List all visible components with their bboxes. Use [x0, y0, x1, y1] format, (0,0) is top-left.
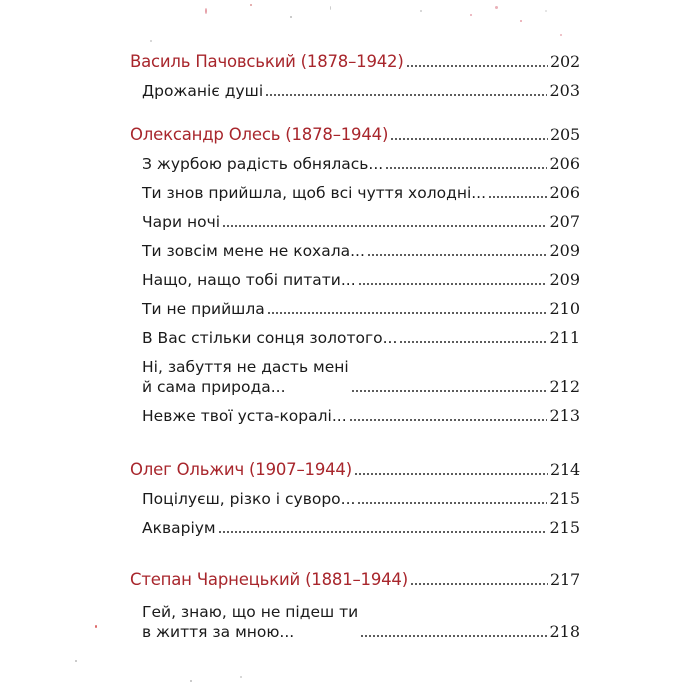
poem-title [142, 602, 358, 642]
toc-section [130, 460, 580, 538]
poem-title: В Вас стільки сонця золотого... [142, 329, 398, 347]
paper-speck [190, 680, 192, 682]
toc-author-entry[interactable] [130, 52, 580, 72]
page-number: 212 [549, 377, 580, 396]
page-number: 207 [549, 212, 580, 231]
page-number: 209 [549, 241, 580, 260]
dot-leader [351, 387, 548, 393]
dot-leader [222, 222, 547, 228]
page-number: 210 [549, 299, 580, 318]
page-number: 215 [549, 518, 580, 537]
page-number: 205 [550, 125, 580, 144]
poem-title-line: Гей, знаю, що не підеш ти [142, 603, 359, 621]
dot-leader [488, 193, 547, 199]
toc-poem-entry[interactable] [130, 183, 580, 203]
toc-poem-entry[interactable] [130, 270, 580, 290]
page-number: 206 [549, 154, 580, 173]
poem-title: Невже твої уста-коралі... [142, 407, 347, 425]
dot-leader [367, 251, 548, 257]
paper-speck [330, 6, 331, 10]
poem-title: Поцілуєш, різко і суворо... [142, 490, 356, 508]
toc-poem-entry[interactable] [130, 154, 580, 174]
page-number: 209 [549, 270, 580, 289]
dot-leader [265, 91, 547, 97]
paper-speck [495, 6, 498, 9]
toc-author-entry[interactable] [130, 570, 580, 590]
paper-speck [95, 625, 97, 628]
author-name: Степан Чарнецький (1881–1944) [130, 570, 408, 589]
dot-leader [399, 338, 547, 344]
toc-poem-entry[interactable] [130, 241, 580, 261]
toc-poem-entry[interactable] [130, 212, 580, 232]
poem-title [142, 357, 349, 397]
paper-speck [240, 676, 242, 678]
paper-speck [205, 8, 207, 14]
page-number: 218 [549, 622, 580, 641]
toc-poem-entry[interactable] [130, 602, 580, 642]
dot-leader [390, 135, 548, 141]
toc-section [130, 125, 580, 426]
poem-title: Чари ночі [142, 213, 221, 231]
paper-speck [560, 34, 562, 36]
toc-section [130, 52, 580, 101]
poem-title: Ти зовсім мене не кохала... [142, 242, 365, 260]
page-number: 206 [549, 183, 580, 202]
toc-poem-entry[interactable] [130, 357, 580, 397]
author-name: Василь Пачовський (1878–1942) [130, 52, 404, 71]
dot-leader [218, 528, 548, 534]
poem-title: Дрожаніє душі [142, 82, 264, 100]
paper-speck [470, 14, 472, 16]
poem-title-line: Ні, забуття не дасть мені [142, 358, 349, 376]
dot-leader [360, 632, 547, 638]
poem-title: Ти знов прийшла, щоб всі чуття холодні... [142, 184, 487, 202]
author-name: Олександр Олесь (1878–1944) [130, 125, 389, 144]
paper-speck [250, 4, 252, 6]
dot-leader [357, 499, 547, 505]
dot-leader [267, 309, 548, 315]
poem-title-line: в життя за мною... [142, 623, 295, 641]
page-number: 211 [549, 328, 580, 347]
page-number: 214 [550, 460, 580, 479]
toc-poem-entry[interactable] [130, 328, 580, 348]
toc-section [130, 570, 580, 642]
page-number: 203 [549, 81, 580, 100]
toc-author-entry[interactable] [130, 125, 580, 145]
table-of-contents [130, 52, 580, 660]
page-number: 215 [549, 489, 580, 508]
dot-leader [358, 280, 548, 286]
page-number: 202 [550, 52, 580, 71]
toc-author-entry[interactable] [130, 460, 580, 480]
paper-speck [290, 16, 292, 18]
dot-leader [354, 470, 548, 476]
toc-poem-entry[interactable] [130, 81, 580, 101]
paper-speck [150, 40, 152, 42]
poem-title: Ти не прийшла [142, 300, 265, 318]
poem-title-line: й сама природа... [142, 378, 286, 396]
dot-leader [410, 580, 548, 586]
page-number: 217 [550, 570, 580, 589]
page-number: 213 [549, 406, 580, 425]
poem-title: Акваріум [142, 519, 216, 537]
poem-title: Нащо, нащо тобі питати... [142, 271, 356, 289]
toc-poem-entry[interactable] [130, 299, 580, 319]
dot-leader [349, 416, 548, 422]
dot-leader [406, 62, 548, 68]
paper-speck [75, 660, 77, 662]
toc-poem-entry[interactable] [130, 489, 580, 509]
author-name: Олег Ольжич (1907–1944) [130, 460, 352, 479]
toc-poem-entry[interactable] [130, 406, 580, 426]
poem-title: З журбою радість обнялась... [142, 155, 384, 173]
toc-poem-entry[interactable] [130, 518, 580, 538]
dot-leader [385, 164, 547, 170]
paper-speck [520, 20, 522, 22]
paper-speck [420, 10, 422, 12]
paper-speck [545, 10, 547, 12]
